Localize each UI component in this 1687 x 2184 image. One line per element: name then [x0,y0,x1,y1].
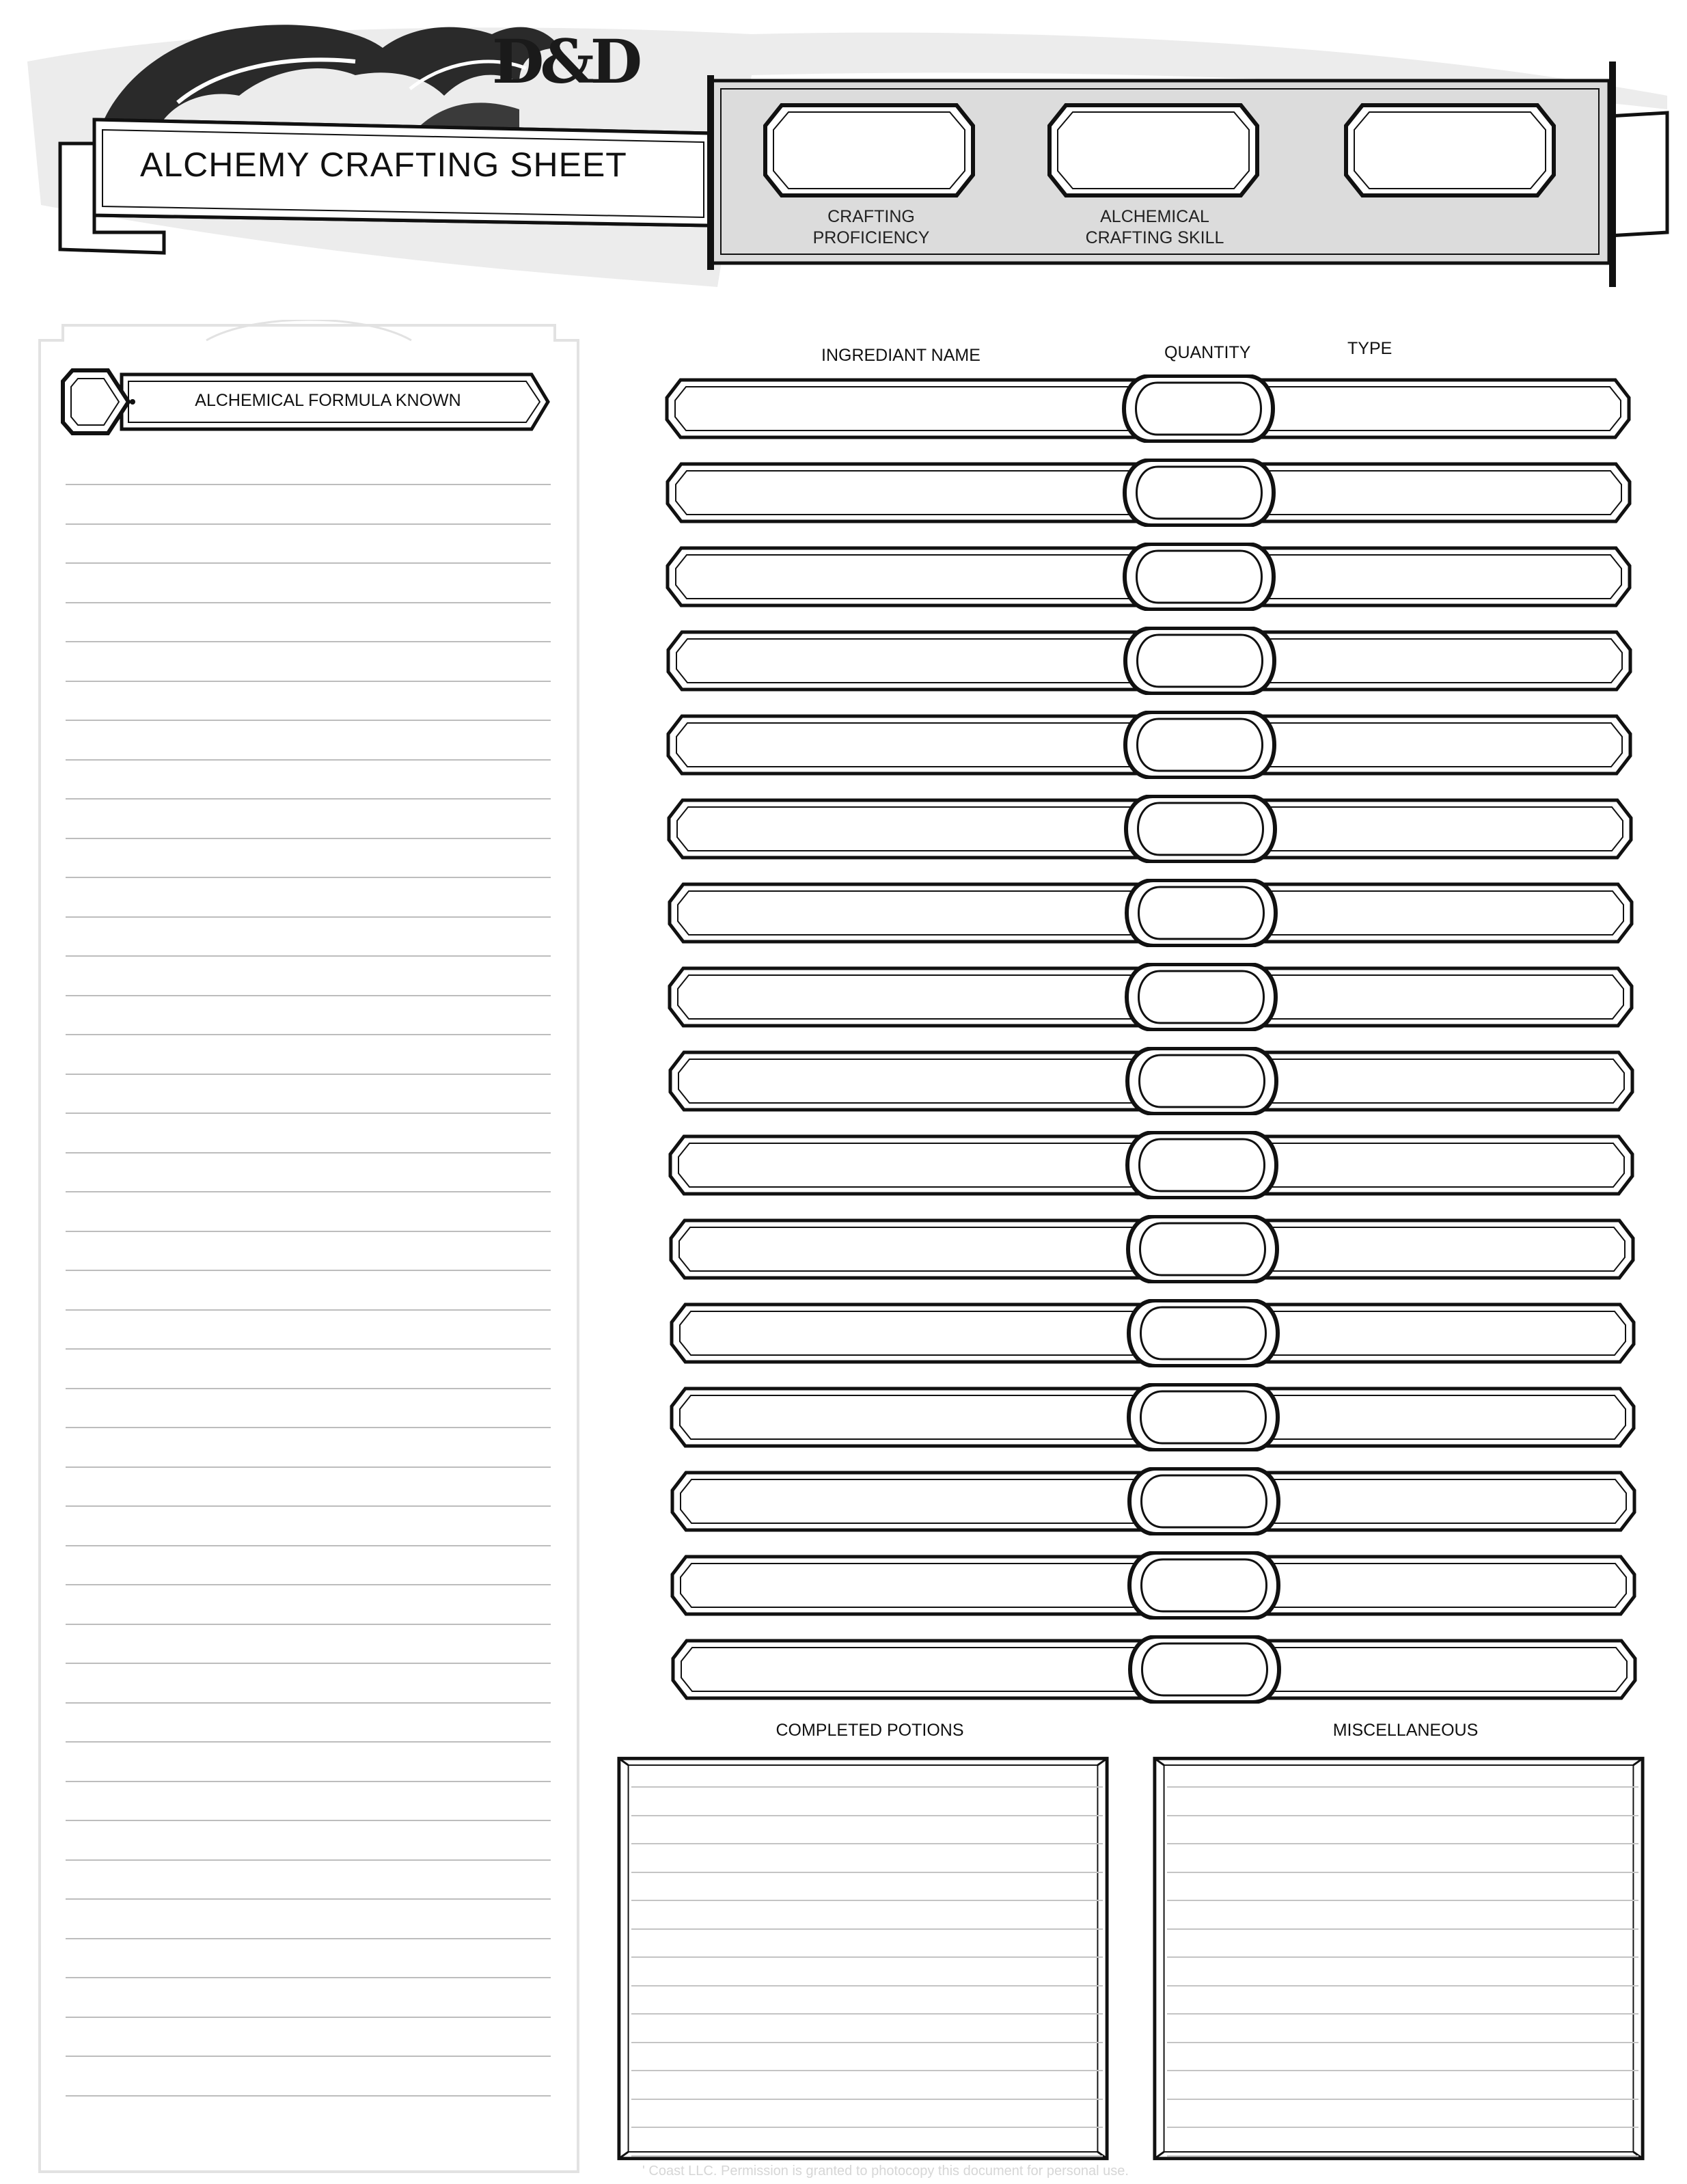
ingredient-quantity-field[interactable] [1144,720,1256,769]
formula-line[interactable] [66,1231,551,1232]
miscellaneous-box[interactable] [1152,1749,1645,2168]
ingredient-row [664,374,1632,443]
completed-potion-line[interactable] [631,2013,1103,2015]
ingredient-quantity-field[interactable] [1143,552,1255,601]
ingredient-quantity-field[interactable] [1148,1561,1260,1610]
ingredient-type-field[interactable] [1285,1649,1613,1690]
ingredient-name-field[interactable] [689,1313,1134,1354]
ingredient-quantity-field[interactable] [1146,1056,1258,1106]
ingredient-row [670,1635,1638,1704]
ingredient-row [667,963,1634,1031]
completed-potions-box[interactable] [616,1749,1110,2168]
ingredient-row [666,627,1633,695]
ingredient-type-field[interactable] [1284,1397,1612,1438]
formula-line[interactable] [66,2056,551,2057]
completed-potion-line[interactable] [631,2070,1103,2071]
ingredient-type-field[interactable] [1283,1145,1610,1186]
ingredient-type-field[interactable] [1285,1481,1613,1522]
formula-line[interactable] [66,916,551,918]
completed-potion-line[interactable] [631,1928,1103,1930]
miscellaneous-line[interactable] [1167,1872,1638,1873]
completed-potion-line[interactable] [631,1872,1103,1873]
ingredient-name-field[interactable] [687,892,1131,933]
miscellaneous-line[interactable] [1167,2042,1638,2043]
formula-line[interactable] [66,2095,551,2097]
ingredient-quantity-field[interactable] [1147,1225,1259,1274]
formula-line[interactable] [66,995,551,996]
miscellaneous-line[interactable] [1167,2099,1638,2100]
formula-line[interactable] [66,720,551,721]
formula-line[interactable] [66,1584,551,1585]
ingredient-type-field[interactable] [1280,556,1608,597]
ingredient-type-field[interactable] [1282,892,1610,933]
formula-line[interactable] [66,1859,551,1861]
miscellaneous-line[interactable] [1167,1985,1638,1987]
ingredient-row [665,543,1632,611]
page-title: ALCHEMY CRAFTING SHEET [140,146,627,184]
ingredient-quantity-field[interactable] [1147,1393,1259,1442]
formula-line[interactable] [66,798,551,800]
quantity-header: QUANTITY [1164,343,1251,362]
completed-potion-line[interactable] [631,1815,1103,1816]
formula-line[interactable] [66,1545,551,1546]
ingredient-quantity-field[interactable] [1148,1477,1260,1526]
formula-line[interactable] [66,1781,551,1782]
crafting-proficiency-label-line2: PROFICIENCY [812,228,930,247]
ingredient-name-field[interactable] [689,1229,1133,1270]
miscellaneous-line[interactable] [1167,2013,1638,2015]
formula-line[interactable] [66,1663,551,1664]
ingredient-name-field[interactable] [690,1481,1134,1522]
ingredient-name-field[interactable] [687,808,1131,849]
ingredient-row [668,1047,1635,1115]
ingredient-type-field[interactable] [1280,724,1608,765]
formula-line[interactable] [66,1270,551,1271]
formula-known-label: ALCHEMICAL FORMULA KNOWN [195,391,461,410]
formula-line[interactable] [66,955,551,957]
completed-potion-line[interactable] [631,1786,1103,1788]
ingredient-row [666,711,1633,779]
formula-line[interactable] [66,484,551,485]
miscellaneous-line[interactable] [1167,2155,1638,2157]
ingredient-name-field[interactable] [685,388,1129,429]
formula-line[interactable] [66,1388,551,1389]
completed-potion-line[interactable] [631,1900,1103,1901]
ingredient-row [668,1215,1636,1283]
alchemical-crafting-skill-label-line2: CRAFTING SKILL [1085,228,1224,247]
formula-line[interactable] [66,1702,551,1704]
formula-panel-frame [36,320,582,2175]
crafting-proficiency-label-line1: CRAFTING [827,207,915,226]
formula-line[interactable] [66,1309,551,1311]
ingredient-type-field[interactable] [1284,1313,1612,1354]
completed-potion-line[interactable] [631,2099,1103,2100]
formula-line[interactable] [66,1074,551,1075]
ingredient-name-field[interactable] [685,556,1129,597]
ingredient-type-field[interactable] [1280,640,1608,681]
formula-line[interactable] [66,523,551,525]
ingredient-type-field[interactable] [1285,1565,1613,1606]
formula-line[interactable] [66,1505,551,1507]
formula-line[interactable] [66,1034,551,1035]
completed-potion-line[interactable] [631,2155,1103,2157]
ingredient-row [670,1551,1637,1620]
ingredient-name-field[interactable] [685,472,1129,513]
formula-line[interactable] [66,1427,551,1428]
formula-line[interactable] [66,1977,551,1978]
alchemical-crafting-skill-box[interactable] [1047,103,1260,198]
formula-line[interactable] [66,1820,551,1821]
crafting-proficiency-box[interactable] [763,103,976,198]
formula-line[interactable] [66,1938,551,1939]
formula-line[interactable] [66,2017,551,2018]
completed-potion-line[interactable] [631,1956,1103,1958]
ingredient-quantity-field[interactable] [1149,1645,1261,1694]
ingredient-type-field[interactable] [1282,977,1610,1018]
crafting-proficiency-label [772,206,970,249]
ingredient-name-header: INGREDIANT NAME [821,346,980,365]
miscellaneous-line[interactable] [1167,1786,1638,1788]
ingredient-name-field[interactable] [690,1565,1134,1606]
footer-copyright: ' Coast LLC. Permission is granted to photocopy this document for personal use. [642,2163,1129,2179]
ingredient-name-field[interactable] [689,1397,1134,1438]
formula-line[interactable] [66,1191,551,1192]
third-stat-box[interactable] [1343,103,1556,198]
formula-line[interactable] [66,1898,551,1900]
ingredient-quantity-field[interactable] [1145,888,1257,938]
completed-potion-line[interactable] [631,1985,1103,1987]
ingredient-quantity-field[interactable] [1145,972,1257,1022]
ingredient-quantity-field[interactable] [1142,384,1254,433]
ingredient-row [668,1131,1635,1199]
type-header: TYPE [1347,339,1393,358]
ingredient-type-field[interactable] [1279,388,1607,429]
ingredient-name-field[interactable] [686,640,1130,681]
formula-line[interactable] [66,681,551,682]
formula-line[interactable] [66,562,551,564]
ingredient-row [669,1299,1636,1367]
ingredient-name-field[interactable] [688,1145,1132,1186]
ingredient-type-field[interactable] [1283,1061,1610,1102]
ingredient-row [669,1383,1636,1451]
formula-line[interactable] [66,1348,551,1350]
ingredient-row [665,459,1632,527]
miscellaneous-line[interactable] [1167,1928,1638,1930]
formula-line[interactable] [66,759,551,761]
formula-line[interactable] [66,1113,551,1114]
formula-line[interactable] [66,602,551,603]
miscellaneous-header: MISCELLANEOUS [1332,1721,1479,1740]
miscellaneous-line[interactable] [1167,2070,1638,2071]
ingredient-quantity-field[interactable] [1147,1309,1259,1358]
formula-line[interactable] [66,1624,551,1625]
ingredient-row [670,1467,1637,1535]
miscellaneous-line[interactable] [1167,1815,1638,1816]
ingredient-row [667,879,1634,947]
completed-potion-line[interactable] [631,1843,1103,1844]
miscellaneous-line[interactable] [1167,2127,1638,2128]
ingredient-quantity-field[interactable] [1143,468,1255,517]
formula-line[interactable] [66,838,551,839]
miscellaneous-line[interactable] [1167,1843,1638,1844]
formula-line[interactable] [66,641,551,642]
ingredient-name-field[interactable] [686,724,1130,765]
ingredient-quantity-field[interactable] [1144,804,1257,854]
formula-line[interactable] [66,1741,551,1743]
alchemical-crafting-skill-label [1052,206,1257,249]
miscellaneous-line[interactable] [1167,1900,1638,1901]
formula-line[interactable] [66,1466,551,1468]
dnd-logo-icon: D&D [492,26,639,97]
completed-potion-line[interactable] [631,2127,1103,2128]
completed-potion-line[interactable] [631,2042,1103,2043]
ingredient-name-field[interactable] [687,977,1131,1018]
formula-line[interactable] [66,877,551,878]
alchemical-crafting-skill-label-line1: ALCHEMICAL [1100,207,1209,226]
completed-potions-header: COMPLETED POTIONS [776,1721,964,1740]
ingredient-name-field[interactable] [691,1649,1135,1690]
ingredient-row [666,795,1634,863]
ingredient-name-field[interactable] [688,1061,1132,1102]
formula-line[interactable] [66,1152,551,1154]
miscellaneous-line[interactable] [1167,1956,1638,1958]
ingredient-type-field[interactable] [1280,472,1608,513]
ingredient-quantity-field[interactable] [1146,1141,1258,1190]
ingredient-quantity-field[interactable] [1144,636,1256,685]
ingredient-type-field[interactable] [1283,1229,1611,1270]
ingredient-type-field[interactable] [1281,808,1609,849]
